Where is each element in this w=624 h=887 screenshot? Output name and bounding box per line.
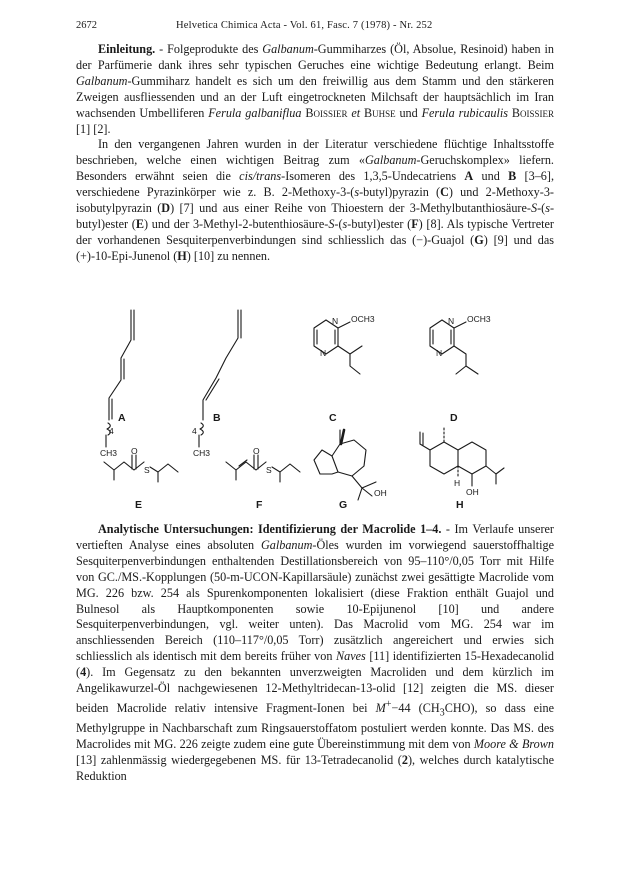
analysis-heading: Analytische Untersuchungen: Identifizierung der Macrolide 1–4. — [98, 522, 442, 536]
structure-f — [226, 455, 300, 482]
atom-sub4-b: 4 — [192, 426, 197, 436]
page-number: 2672 — [76, 20, 97, 31]
atom-n1-c: N — [332, 316, 339, 326]
label-c: C — [329, 412, 337, 424]
running-header — [76, 20, 554, 34]
atom-och3-c: OCH3 — [351, 314, 375, 324]
atom-oh-h: OH — [466, 487, 479, 497]
introduction-section — [76, 42, 554, 265]
atom-n2-d: N — [436, 348, 443, 358]
label-f: F — [256, 499, 263, 511]
label-h: H — [456, 499, 464, 511]
journal-citation: Helvetica Chimica Acta - Vol. 61, Fasc. 7 (1978) - Nr. 252 — [176, 20, 433, 31]
label-d: D — [450, 412, 458, 424]
structure-g — [314, 430, 376, 500]
structure-d — [430, 320, 478, 374]
intro-paragraph-2: In den vergangenen Jahren wurden in der Literatur verschiedene flüchtige Inhaltsstoffe beschrieben, welche einen wichtigen Beitrag zum «Galbanum-Geruchskomplex» liefern. Besonders erwähnt seien die cis/trans-Isomeren des 1,3,5-Undecatriens A und B [3–6], verschiedene Pyrazinkörper wie z. B. 2-Methoxy-3-(s-butyl)pyrazin (C) und 2-Methoxy-3-isobutylpyrazin (D) [7] und aus einer Reihe von Thioestern der 3-Methylbutanthiosäure-S-(s-butyl)ester (E) und der 3-Methyl-2-butenthiosäure-S-(s-butyl)ester (F) [8]. Als typische Vertreter der vorhandenen Sesquiterpenverbindungen sind schliesslich das (−)-Guajol (G) [9] und das (+)-10-Epi-Junenol (H) [10] zu nennen. — [76, 137, 554, 263]
structure-h — [420, 428, 504, 486]
atom-n2-c: N — [320, 348, 327, 358]
atom-o-e: O — [131, 446, 138, 456]
analysis-paragraph: Analytische Untersuchungen: Identifizierung der Macrolide 1–4. - Im Verlaufe unserer vertieften Analyse eines absoluten Galbanum-Öles wurden im vorwiegend sauerstoffhaltige Sesquiterpenverbindungen enthaltenden Destillationsbereich von 95–110°/0,05 Torr mit Hilfe von GC./MS.-Kopplungen (50-m-UCON-Kapillarsäule) zunächst zwei gesättigte Macrolide vom MG. 226 bzw. 254 als Spurenkomponenten lokalisiert (diese Fraktion enthält Guajol und Bulnesol als Hauptkomponenten sowie 10-Epijunenol [10] und andere Sesquiterpenverbindungen, vgl. weiter unten). Das Macrolid vom MG. 254 war im anschliessenden Bereich (110–117°/0,05 Torr) zusätzlich angereichert und erwies sich schliesslich als identisch mit dem bereits früher von Naves [11] identifizierten 15-Hexadecanolid (4). Im Gegensatz zu den bekannten unverzweigten Macroliden und dem kürzlich im Angelikawurzel-Öl nachgewiesenen 12-Methyltridecan-13-olid [12] zeigten die MS. dieser beiden Macrolide relativ intensive Fragment-Ionen bei M+−44 $(CH_3CHO)$, so dass eine Methylgruppe in Nachbarschaft zum Ringsauerstoffatom postuliert werden konnte. Das MS. des Macrolides mit MG. 226 zeigte zudem eine gute Übereinstimmung mit dem von Moore & Brown [13] zahlenmässig wiedergegebenen MS. für 13-Tetradecanolid (2), welches durch katalytische Reduktion — [76, 522, 554, 784]
atom-oh-g: OH — [374, 488, 387, 498]
label-g: G — [339, 499, 348, 511]
atom-sub4-a: 4 — [109, 426, 114, 436]
structure-e — [104, 455, 178, 482]
atom-s-f: S — [266, 465, 272, 475]
atom-o-f: O — [253, 446, 260, 456]
atom-h-h: H — [454, 478, 461, 488]
label-b: B — [213, 412, 221, 424]
structure-figure — [76, 302, 554, 516]
intro-heading: Einleitung. — [98, 42, 156, 56]
label-a: A — [118, 412, 126, 424]
structure-c — [314, 320, 362, 374]
atom-ch3-a: CH3 — [100, 448, 118, 458]
atom-ch3-b: CH3 — [193, 448, 211, 458]
label-e: E — [135, 499, 143, 511]
atom-s-e: S — [144, 465, 150, 475]
structure-b — [199, 310, 241, 447]
atom-n1-d: N — [448, 316, 455, 326]
analysis-section — [76, 522, 554, 785]
intro-paragraph-1: Einleitung. - Folgeprodukte des Galbanum-Gummiharzes (Öl, Absolue, Resinoid) haben in der Parfümerie dank ihres sehr typischen Geruches eine wichtige Bedeutung erlangt. Beim Galbanum-Gummiharz handelt es sich um den freiwillig aus dem Stamm und den stärkeren Zweigen ausfliessenden und an der Luft eingetrockneten Milchsaft der hauptsächlich im Iran wachsenden Umbelliferen Ferula galbaniflua Boissier et Buhse und Ferula rubicaulis Boissier [1] [2]. — [76, 42, 555, 136]
structure-drawings — [76, 302, 554, 516]
atom-och3-d: OCH3 — [467, 314, 491, 324]
